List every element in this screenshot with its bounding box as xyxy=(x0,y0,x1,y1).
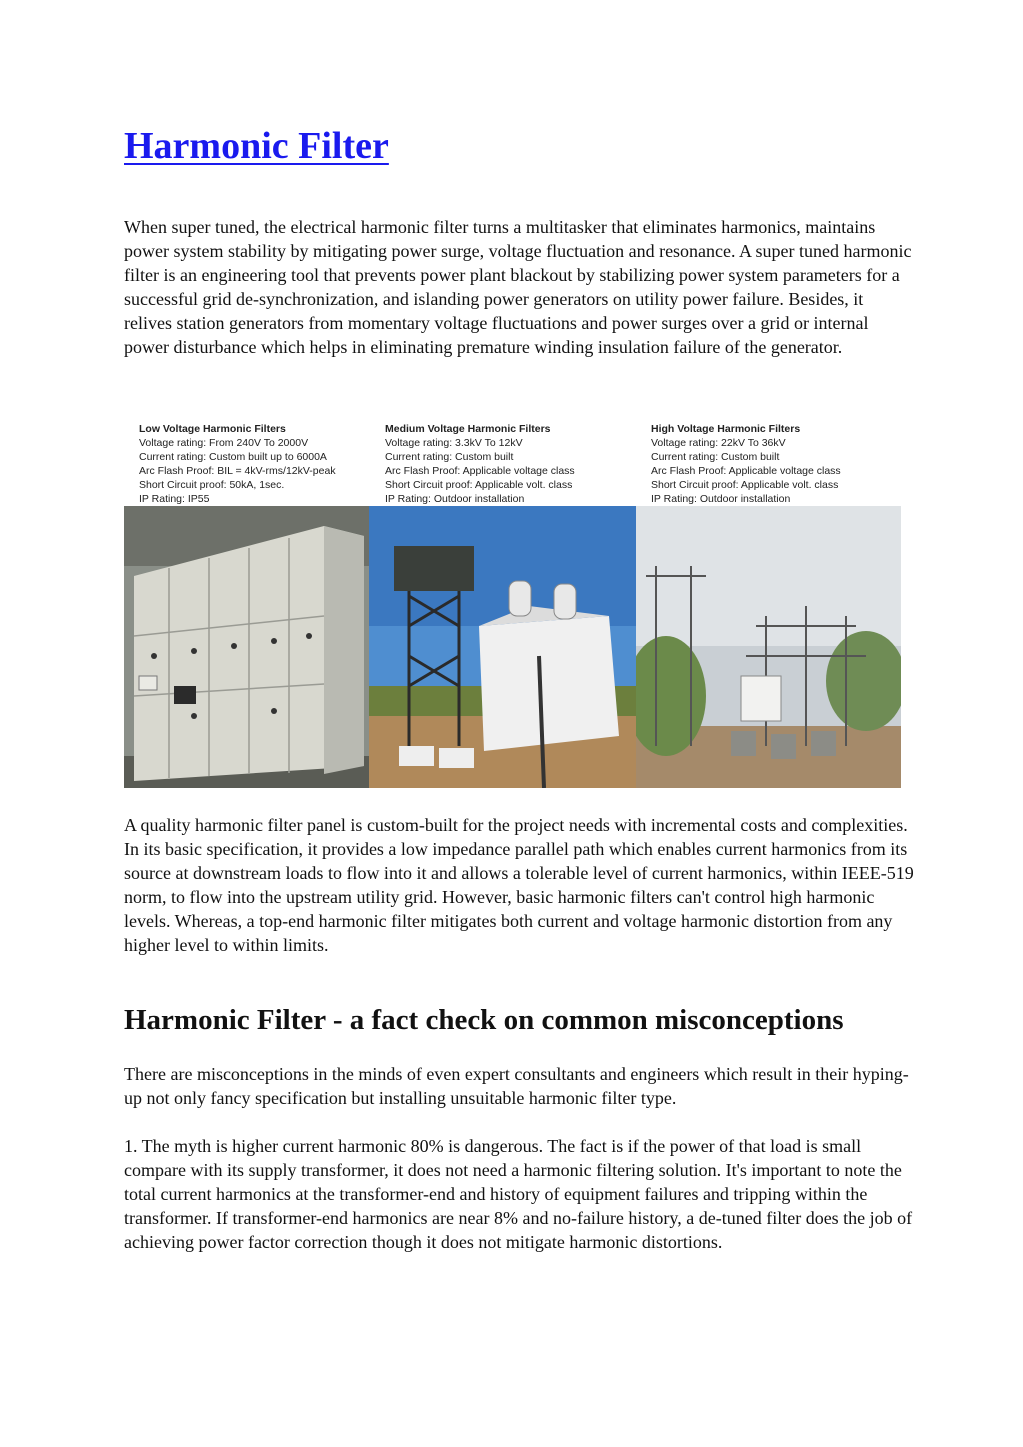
harmonic-filter-figure xyxy=(124,412,901,788)
spec-line: Current rating: Custom built xyxy=(385,451,514,463)
intro-paragraph: When super tuned, the electrical harmonic filter turns a multitasker that eliminates harmonics, maintains power system stability by mitigating power surge, voltage fluctuation and resonance. A super tuned harmonic filter is an engineering tool that prevents power plant blackout by stabilizing power system parameters for a successful grid de-synchronization, and islanding power generators on utility power failure. Besides, it relives station generators from momentary voltage fluctuations and power surges over a grid or internal power disturbance which helps in eliminating premature winding insulation failure of the generator. xyxy=(124,217,912,357)
medium-voltage-filter-photo xyxy=(369,506,636,788)
spec-column-high-voltage xyxy=(651,422,841,506)
spec-line: Current rating: Custom built up to 6000A xyxy=(139,451,327,463)
high-voltage-substation-photo xyxy=(636,506,901,788)
photo-strip xyxy=(124,506,901,788)
spec-line: Short Circuit proof: 50kA, 1sec. xyxy=(139,479,285,491)
spec-line: IP Rating: Outdoor installation xyxy=(385,493,525,505)
page-title-link[interactable]: Harmonic Filter xyxy=(124,125,389,167)
spec-title: High Voltage Harmonic Filters xyxy=(651,423,801,435)
spec-line: Short Circuit proof: Applicable volt. class xyxy=(651,479,839,491)
spec-line: Arc Flash Proof: Applicable voltage class xyxy=(385,465,575,477)
spec-title: Low Voltage Harmonic Filters xyxy=(139,423,286,435)
spec-line: Arc Flash Proof: Applicable voltage class xyxy=(651,465,841,477)
body-paragraph: There are misconceptions in the minds of even expert consultants and engineers which result in their hyping-up not only fancy specification but installing unsuitable harmonic filter type. xyxy=(124,1064,909,1108)
low-voltage-panel-photo xyxy=(124,506,369,788)
spec-line: Arc Flash Proof: BIL = 4kV-rms/12kV-peak xyxy=(139,465,336,477)
section-heading: Harmonic Filter - a fact check on common misconceptions xyxy=(124,1004,844,1036)
spec-title: Medium Voltage Harmonic Filters xyxy=(385,423,551,435)
spec-column-low-voltage xyxy=(139,422,336,506)
spec-line: Voltage rating: From 240V To 2000V xyxy=(139,437,309,449)
spec-line: Voltage rating: 22kV To 36kV xyxy=(651,437,786,449)
spec-line: Short Circuit proof: Applicable volt. class xyxy=(385,479,573,491)
spec-line: IP Rating: IP55 xyxy=(139,493,210,505)
spec-line: IP Rating: Outdoor installation xyxy=(651,493,791,505)
body-paragraph: A quality harmonic filter panel is custom-built for the project needs with incremental costs and complexities. In its basic specification, it provides a low impedance parallel path which enables current harmonics from its source at downstream loads to flow into it and allows a tolerable level of current harmonics, within IEEE-519 norm, to flow into the upstream utility grid. However, basic harmonic filters can't control high harmonic levels. Whereas, a top-end harmonic filter mitigates both current and voltage harmonic distortion from any higher level to within limits. xyxy=(124,815,914,955)
spec-line: Current rating: Custom built xyxy=(651,451,780,463)
spec-column-medium-voltage xyxy=(385,422,575,506)
body-paragraph: 1. The myth is higher current harmonic 80% is dangerous. The fact is if the power of that load is small compare with its supply transformer, it does not need a harmonic filtering solution. It's important to note the total current harmonics at the transformer-end and history of equipment failures and tripping within the transformer. If transformer-end harmonics are near 8% and no-failure history, a de-tuned filter does the job of achieving power factor correction though it does not mitigate harmonic distortions. xyxy=(124,1136,913,1252)
spec-line: Voltage rating: 3.3kV To 12kV xyxy=(385,437,523,449)
